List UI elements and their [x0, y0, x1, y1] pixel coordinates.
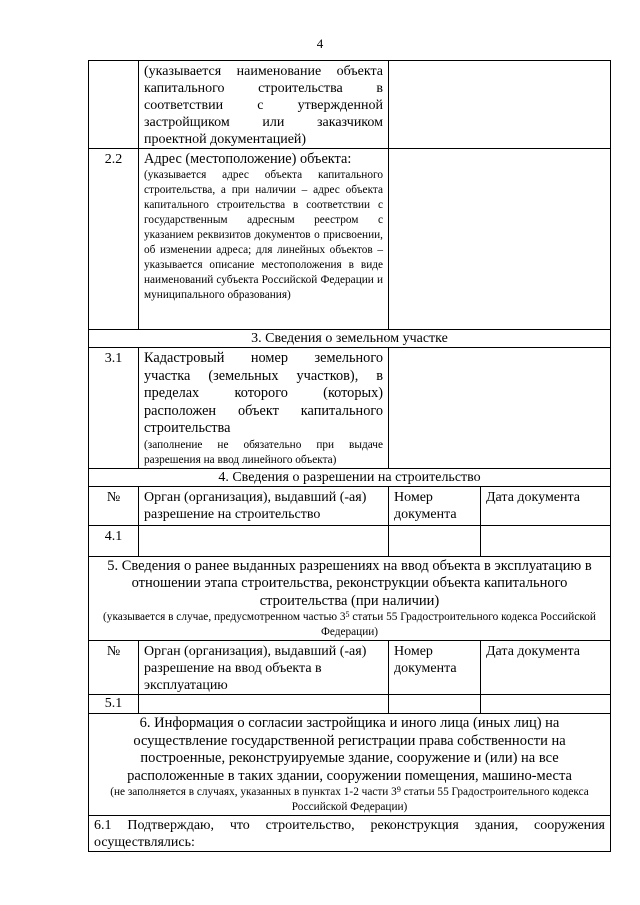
row-4-1-num: 4.1 [89, 525, 139, 556]
row-3-1-note: (заполнение не обязательно при выдаче разрешения на ввод линейного объекта) [144, 438, 383, 466]
section-3-title: 3. Сведения о земельном участке [89, 330, 611, 348]
section-5-note-after: статьи 55 Градостроительного кодекса Российской Федерации) [320, 611, 596, 638]
section-5-title: 5. Сведения о ранее выданных разрешениях на ввод объекта в эксплуатацию в отношении этапа строительства, реконструкции объекта капитального строительства (при наличии) [107, 557, 592, 609]
row-2-2-value-field[interactable] [389, 149, 611, 330]
row-2-2 [89, 149, 611, 330]
section-4-col-number: Номер документа [389, 486, 481, 525]
section-5-col-date: Дата документа [481, 641, 611, 695]
section-5-note [94, 610, 605, 640]
row-6-1-text: 6.1 Подтверждаю, что строительство, реконструкция здания, сооружения осуществлялись: [89, 816, 611, 852]
section-5-col-number: Номер документа [389, 641, 481, 695]
row-2-1 [89, 61, 611, 149]
row-5-1-num: 5.1 [89, 695, 139, 714]
section-4-col-date: Дата документа [481, 486, 611, 525]
section-3-header [89, 330, 611, 348]
row-5-1-number-field[interactable] [389, 695, 481, 714]
section-6-title: 6. Информация о согласии застройщика и иного лица (иных лиц) на осуществление государственной регистрации права собственности на построенные, реконструируемые здание, сооружение и (или) на все расположенные в таких здании, сооружении помещения, машино-места [127, 715, 572, 784]
section-4-col-headers [89, 486, 611, 525]
row-3-1-value-field[interactable] [389, 348, 611, 469]
row-3-1 [89, 348, 611, 469]
section-6-note-sup: 9 [396, 785, 401, 794]
row-3-1-label: Кадастровый номер земельного участка (земельных участков), в пределах которого (которых) расположен объект капитального строительства [144, 350, 383, 436]
row-2-1-num-cell [89, 61, 139, 149]
row-4-1 [89, 525, 611, 556]
section-5-note-sup: 5 [345, 610, 350, 619]
section-6-note-after: статьи 55 Градостроительного кодекса Российской Федерации) [291, 786, 589, 813]
row-4-1-organ-field[interactable] [139, 525, 389, 556]
row-4-1-number-field[interactable] [389, 525, 481, 556]
row-2-2-label-cell [139, 149, 389, 330]
section-5-header [89, 556, 611, 641]
application-form-table [88, 60, 611, 852]
row-3-1-label-cell [139, 348, 389, 469]
section-6-header-cell [89, 714, 611, 816]
row-5-1 [89, 695, 611, 714]
section-4-header [89, 468, 611, 486]
row-2-2-num: 2.2 [89, 149, 139, 330]
row-5-1-organ-field[interactable] [139, 695, 389, 714]
section-5-col-num: № [89, 641, 139, 695]
row-2-2-label: Адрес (местоположение) объекта: [144, 151, 352, 167]
section-5-header-cell [89, 556, 611, 641]
row-2-2-note: (указывается адрес объекта капитального строительства, а при наличии – адрес объекта капитального строительства в соответствии с государственным адресным реестром с указанием реквизитов документов о присвоении, об изменении адреса; для линейных объектов – указывается описание местоположения в виде наименований субъекта Российской Федерации и муниципального образования) [144, 169, 383, 301]
row-2-1-note: (указывается наименование объекта капитального строительства в соответствии с утвержденной застройщиком или заказчиком проектной документацией) [139, 61, 389, 149]
row-2-1-value-field[interactable] [389, 61, 611, 149]
section-4-col-organ: Орган (организация), выдавший (-ая) разрешение на строительство [139, 486, 389, 525]
section-6-note [94, 785, 605, 815]
section-6-note-before: (не заполняется в случаях, указанных в пунктах 1-2 части 3 [110, 786, 397, 798]
page-number: 4 [316, 36, 324, 51]
section-5-note-before: (указывается в случае, предусмотренном частью 3 [103, 611, 346, 623]
row-3-1-num: 3.1 [89, 348, 139, 469]
section-5-col-headers [89, 641, 611, 695]
section-5-col-organ: Орган (организация), выдавший (-ая) разрешение на ввод объекта в эксплуатацию [139, 641, 389, 695]
row-6-1 [89, 816, 611, 852]
row-4-1-date-field[interactable] [481, 525, 611, 556]
section-4-title: 4. Сведения о разрешении на строительство [89, 468, 611, 486]
section-4-col-num: № [89, 486, 139, 525]
row-5-1-date-field[interactable] [481, 695, 611, 714]
section-6-header [89, 714, 611, 816]
